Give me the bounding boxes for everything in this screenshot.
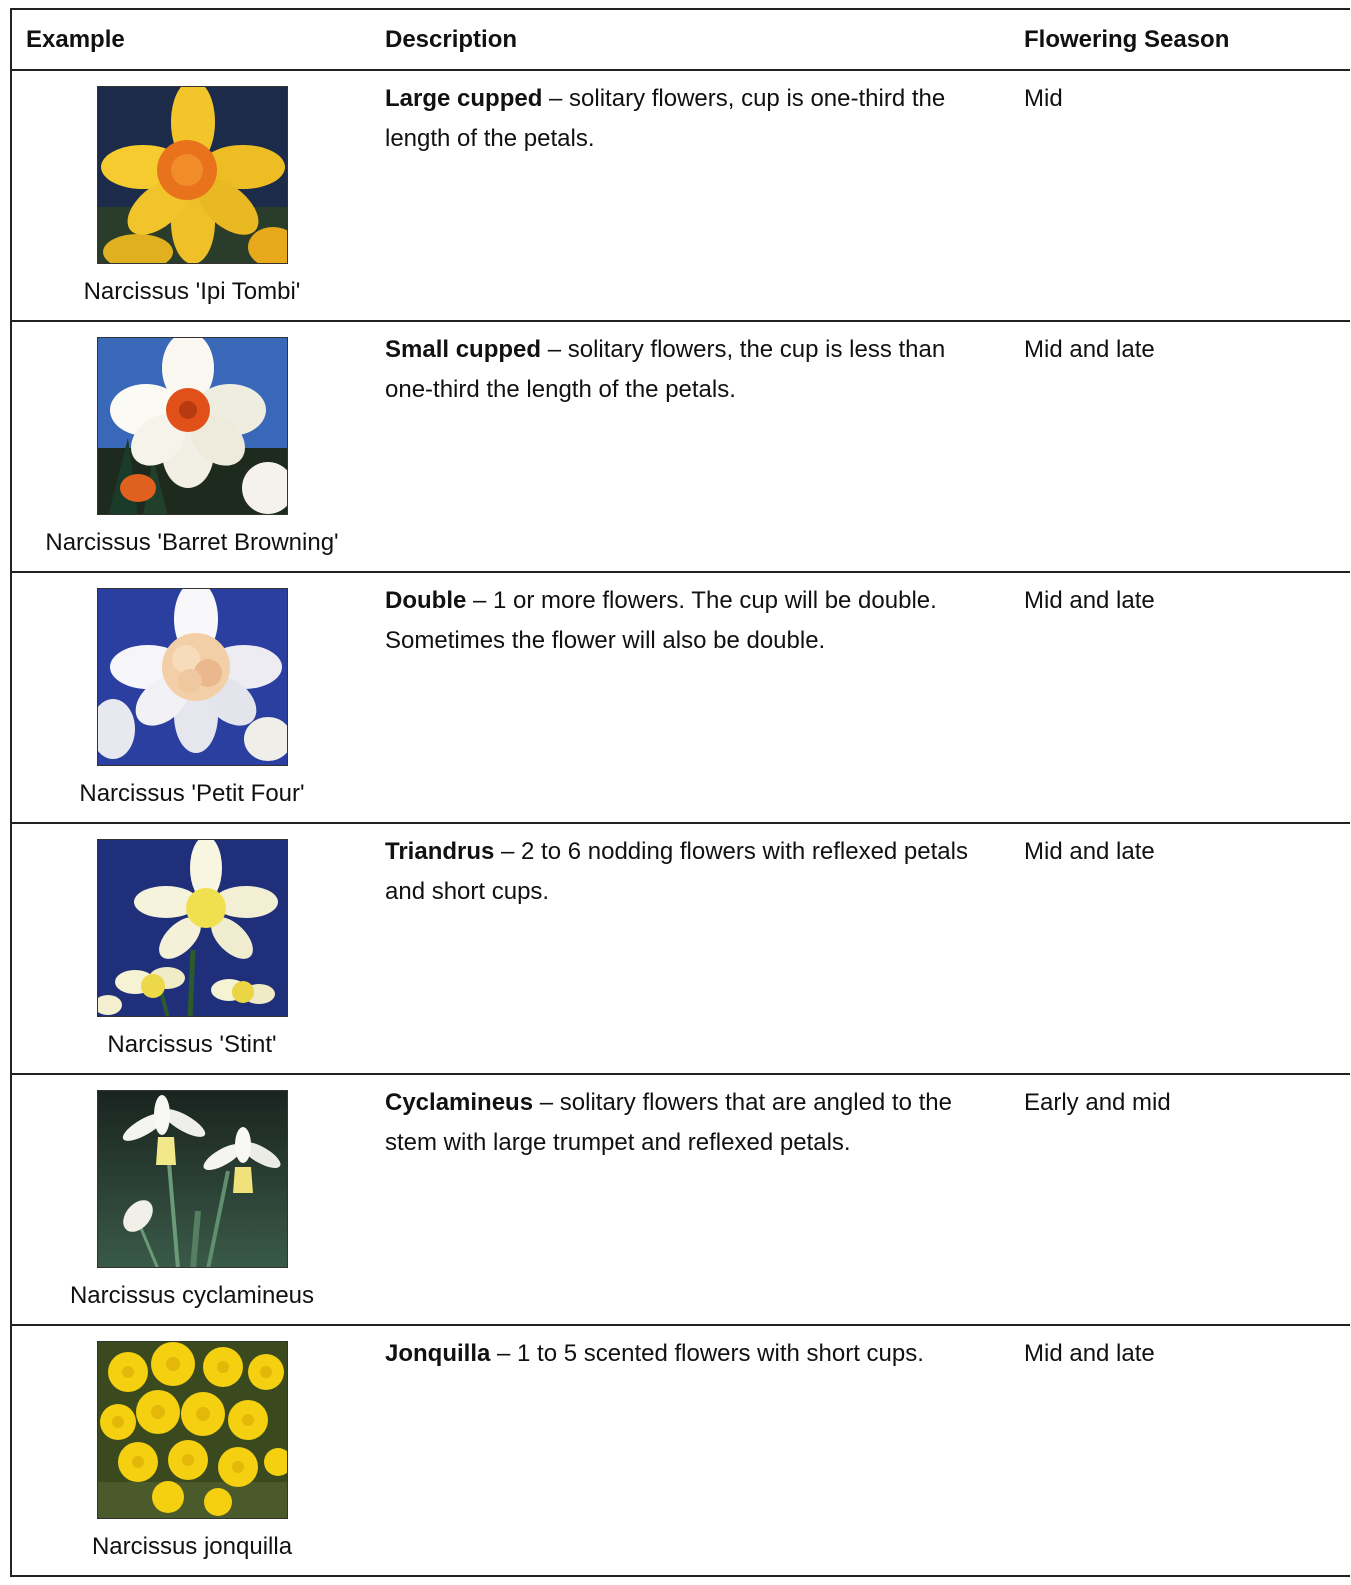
example-cell (12, 71, 372, 320)
example-caption: Narcissus cyclamineus (69, 1282, 315, 1309)
table-row (12, 573, 1350, 824)
description-cell (372, 322, 1012, 571)
season-cell: Mid and late (1024, 587, 1155, 614)
example-caption: Narcissus 'Stint' (107, 1031, 277, 1058)
example-cell (12, 824, 372, 1073)
daffodil-jonquilla-photo (97, 1341, 288, 1519)
example-caption: Narcissus 'Barret Browning' (45, 529, 339, 556)
example-cell (12, 1075, 372, 1324)
table-row (12, 1326, 1350, 1577)
description-text: – solitary flowers that are angled to the stem with large trumpet and reflexed petals. (385, 1089, 952, 1156)
daffodil-stint-photo (97, 839, 288, 1017)
season-cell: Mid (1024, 85, 1063, 112)
description-term: Jonquilla (385, 1340, 491, 1367)
description-term: Cyclamineus (385, 1089, 534, 1116)
daffodil-ipi-tombi-photo (97, 86, 288, 264)
example-caption: Narcissus 'Petit Four' (79, 780, 305, 807)
description-cell (372, 71, 1012, 320)
table-row (12, 71, 1350, 322)
table-header-row (12, 10, 1350, 71)
table-row (12, 322, 1350, 573)
description-cell (372, 573, 1012, 822)
description-text: – 1 to 5 scented flowers with short cups. (490, 1340, 924, 1367)
example-cell (12, 573, 372, 822)
example-cell (12, 1326, 372, 1575)
description-text: – solitary flowers, cup is one-third the length of the petals. (385, 85, 946, 152)
description-cell (372, 824, 1012, 1073)
description-text: – solitary flowers, the cup is less than one-third the length of the petals. (385, 336, 946, 403)
header-flowering-season: Flowering Season (1024, 26, 1230, 53)
season-cell: Mid and late (1024, 336, 1155, 363)
season-cell: Mid and late (1024, 838, 1155, 865)
example-caption: Narcissus jonquilla (91, 1533, 293, 1560)
description-text: – 2 to 6 nodding flowers with reflexed petals and short cups. (385, 838, 968, 905)
daffodil-cyclamineus-photo (97, 1090, 288, 1268)
narcissus-table (10, 8, 1350, 1577)
description-cell (372, 1075, 1012, 1324)
header-description: Description (385, 26, 518, 53)
description-term: Triandrus (385, 838, 495, 865)
daffodil-petit-four-photo (97, 588, 288, 766)
description-text: – 1 or more flowers. The cup will be double. Sometimes the flower will also be double. (385, 587, 937, 654)
example-cell (12, 322, 372, 571)
table-row (12, 1075, 1350, 1326)
description-cell (372, 1326, 1012, 1575)
example-caption: Narcissus 'Ipi Tombi' (83, 278, 301, 305)
table-row (12, 824, 1350, 1075)
description-term: Small cupped (385, 336, 542, 363)
header-example: Example (26, 26, 125, 53)
description-term: Large cupped (385, 85, 543, 112)
season-cell: Early and mid (1024, 1089, 1171, 1116)
season-cell: Mid and late (1024, 1340, 1155, 1367)
description-term: Double (385, 587, 467, 614)
daffodil-barret-browning-photo (97, 337, 288, 515)
